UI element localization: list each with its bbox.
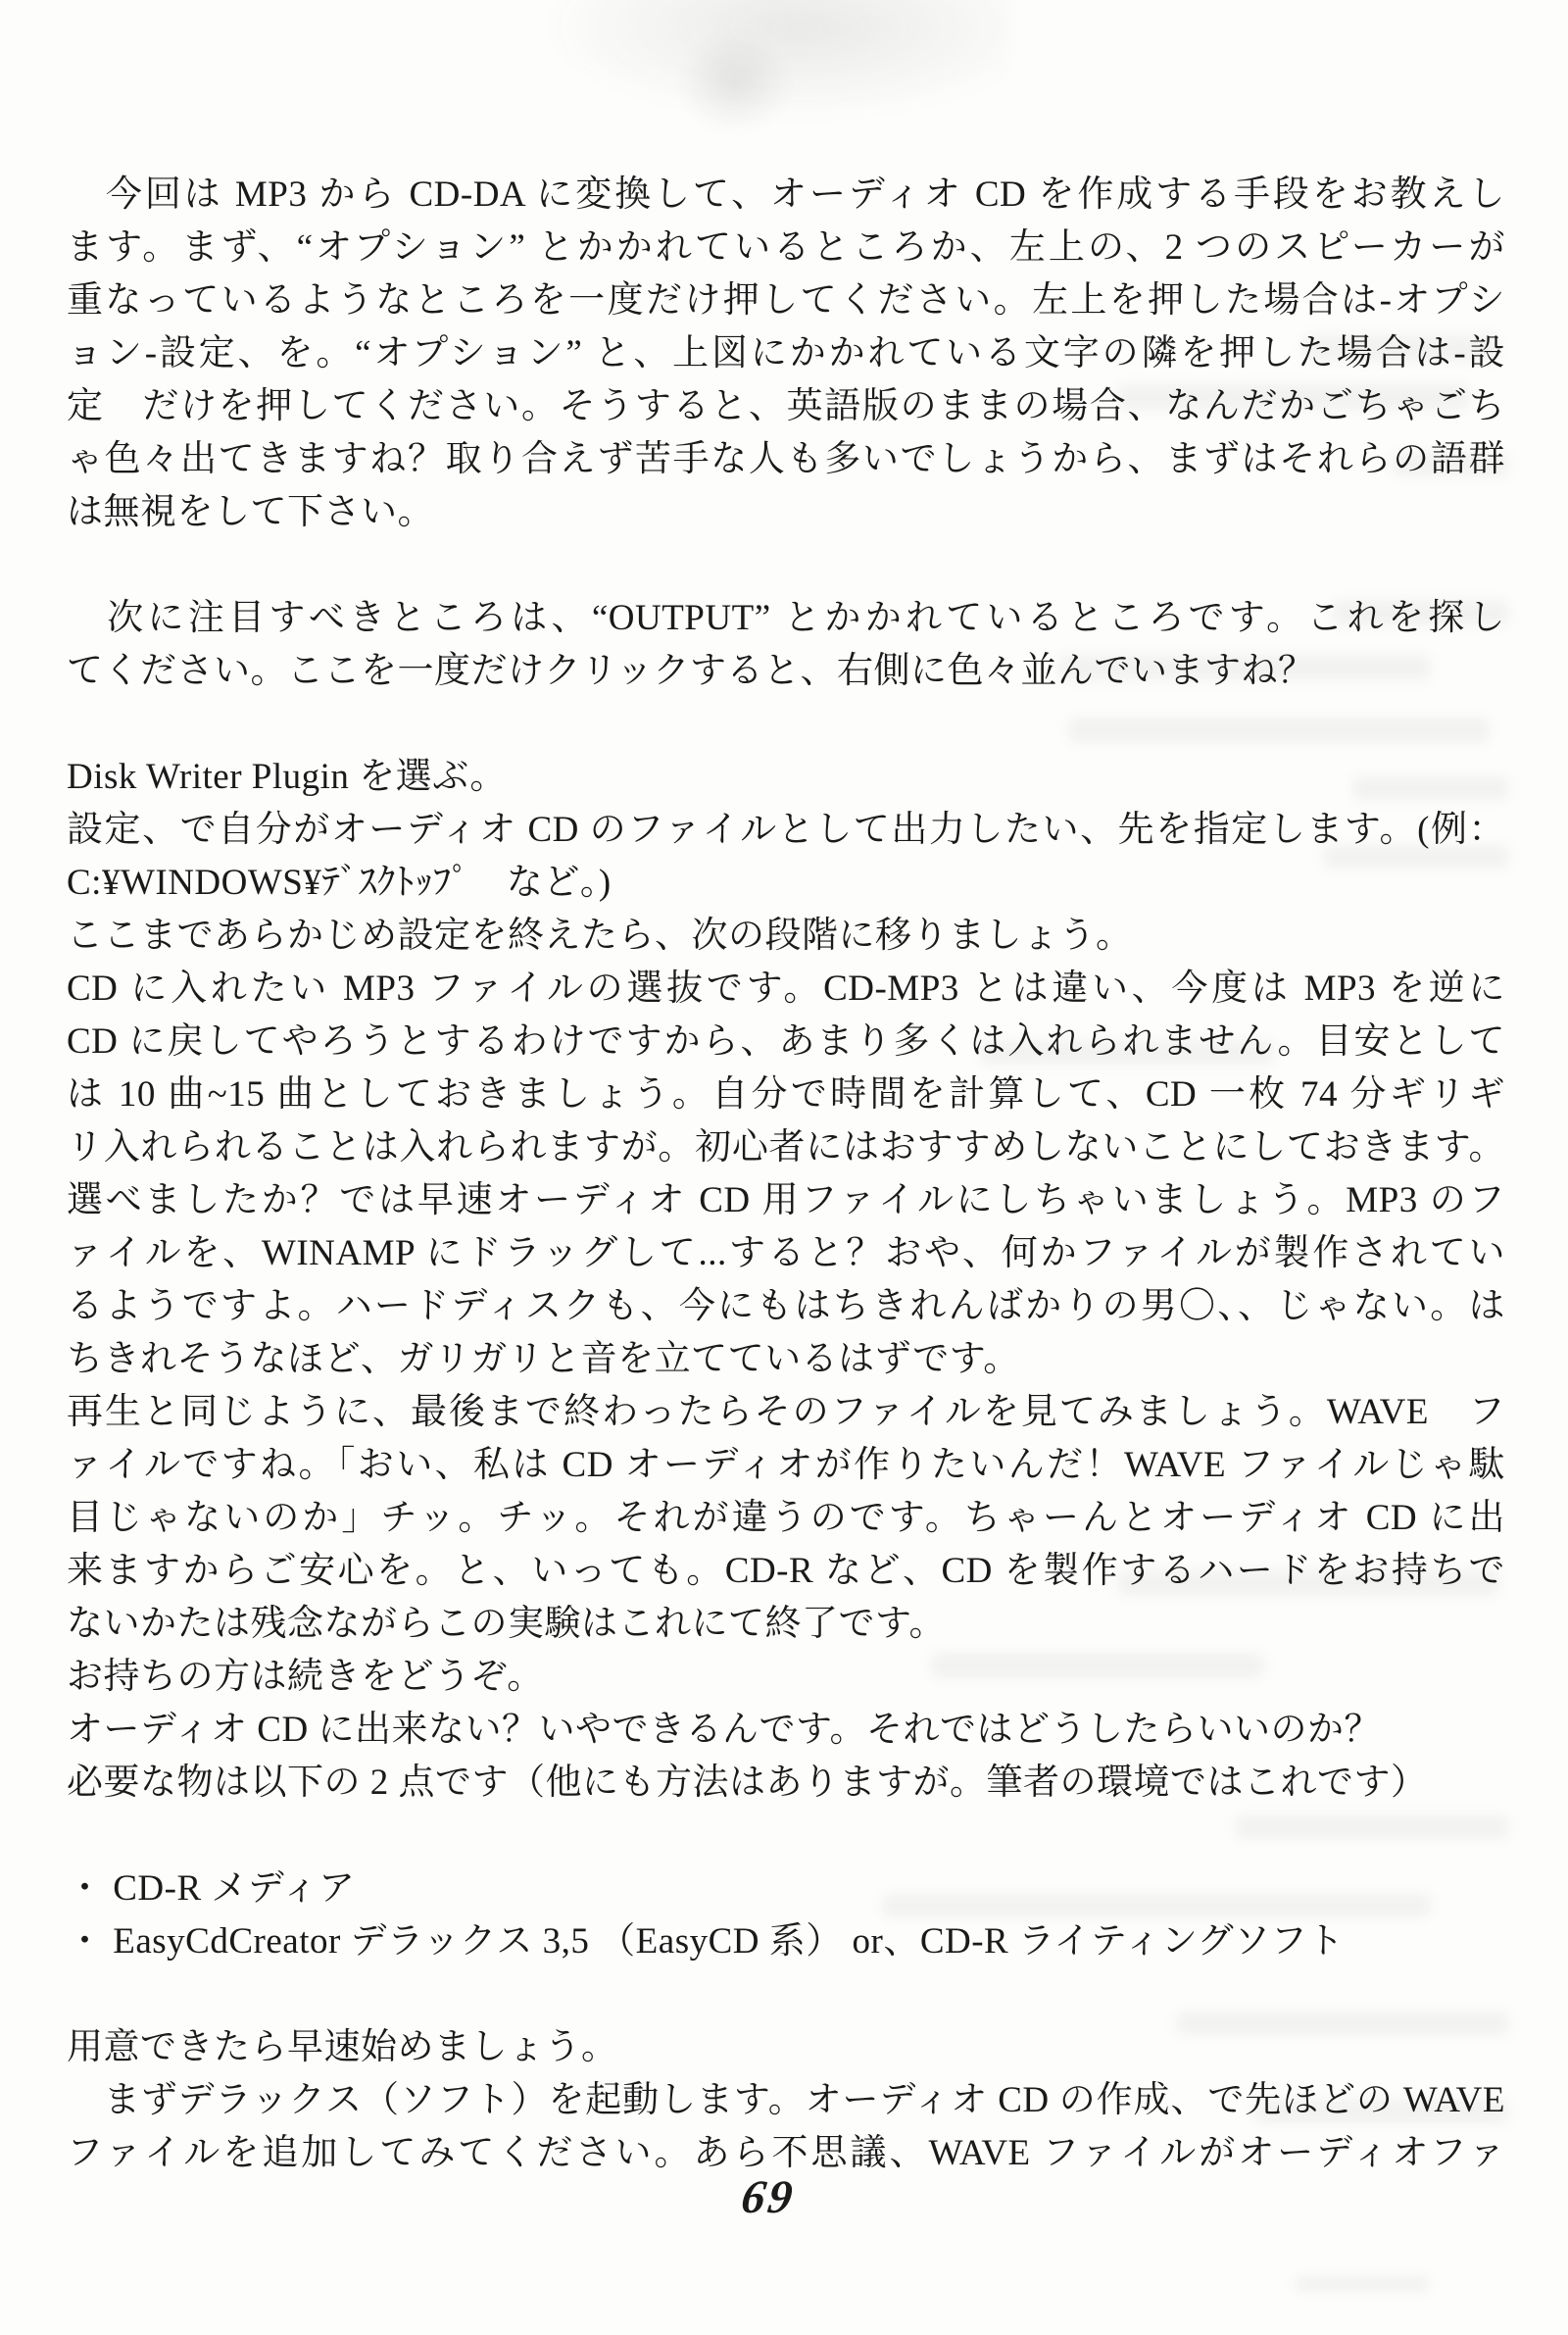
- text-line: ます。まず、“オプション” とかかれているところか、左上の、2 つのスピーカーが: [67, 227, 1505, 268]
- text-line: リ入れられることは入れられますが。初心者にはおすすめしないことにしておきます。: [67, 1127, 1505, 1168]
- text-line: ファイルを追加してみてください。あら不思議、WAVE ファイルがオーディオファ: [67, 2133, 1505, 2173]
- text-line: CD に入れたい MP3 ファイルの選抜です。CD-MP3 とは違い、今度は MP3 を逆に: [67, 969, 1505, 1009]
- text-line: 目じゃないのか」チッ。チッ。それが違うのです。ちゃーんとオーディオ CD に出: [67, 1498, 1505, 1538]
- text-line: CD に戻してやろうとするわけですから、あまり多くは入れられません。目安として: [67, 1021, 1505, 1062]
- text-line: 設定、で自分がオーディオ CD のファイルとして出力したい、先を指定します。(例：: [67, 810, 1505, 850]
- text-line: ここまであらかじめ設定を終えたら、次の段階に移りましょう。: [67, 916, 1133, 956]
- text-line: 定 だけを押してください。そうすると、英語版のままの場合、なんだかごちゃごち: [67, 386, 1505, 426]
- text-line: 次に注目すべきところは、“OUTPUT” とかかれているところです。これを探し: [67, 598, 1505, 638]
- text-line: 用意できたら早速始めましょう。: [67, 2027, 618, 2067]
- document-body: [67, 169, 1505, 2180]
- text-line: 再生と同じように、最後まで終わったらそのファイルを見てみましょう。WAVE フ: [67, 1392, 1505, 1432]
- text-line: 今回は MP3 から CD-DA に変換して、オーディオ CD を作成する手段をお教えし: [67, 174, 1505, 215]
- text-line: 選べましたか？では早速オーディオ CD 用ファイルにしちゃいましょう。MP3 のフ: [67, 1180, 1505, 1220]
- blank-line: [67, 1968, 1505, 2021]
- blank-line: [67, 1810, 1505, 1863]
- text-line: てください。ここを一度だけクリックすると、右側に色々並んでいますね？: [67, 651, 1315, 691]
- text-line: 来ますからご安心を。と、いっても。CD-R など、CD を製作するハードをお持ちで: [67, 1551, 1505, 1591]
- text-line: まずデラックス（ソフト）を起動します。オーディオ CD の作成、で先ほどの WAVE: [67, 2080, 1505, 2120]
- blank-line: [67, 539, 1505, 592]
- text-line: Disk Writer Plugin を選ぶ。: [67, 757, 507, 797]
- text-line: ないかたは残念ながらこの実験はこれにて終了です。: [67, 1604, 947, 1644]
- text-line: ・ EasyCdCreator デラックス 3,5 （EasyCD 系） or、CD-R ライティングソフト: [67, 1921, 1345, 1962]
- text-line: ちきれそうなほど、ガリガリと音を立てているはずです。: [67, 1339, 1020, 1379]
- bleedthrough-artifact: [1294, 2276, 1431, 2292]
- text-line: ァイルを、WINAMP にドラッグして...すると？おや、何かファイルが製作されてい: [67, 1233, 1505, 1273]
- text-line: ョン-設定、を。“オプション” と、上図にかかれている文字の隣を押した場合は-設: [67, 333, 1505, 373]
- scan-artifact: [676, 29, 794, 137]
- text-line: ゃ色々出てきますね？取り合えず苦手な人も多いでしょうから、まずはそれらの語群: [67, 439, 1505, 479]
- text-line: C:¥WINDOWS¥ﾃﾞｽｸﾄｯﾌﾟ など。): [67, 863, 612, 903]
- text-line: オーディオ CD に出来ない？いやできるんです。それではどうしたらいいのか？: [67, 1710, 1381, 1750]
- text-line: ァイルですね。「おい、私は CD オーディオが作りたいんだ！WAVE ファイルじゃ駄: [67, 1445, 1505, 1485]
- page-number: 69: [738, 2171, 799, 2223]
- text-line: るようですよ。ハードディスクも、今にもはちきれんばかりの男〇、、じゃない。は: [67, 1286, 1505, 1326]
- text-line: ・ CD-R メディア: [67, 1868, 356, 1909]
- text-line: お持ちの方は続きをどうぞ。: [67, 1657, 544, 1697]
- text-line: は無視をして下さい。: [67, 492, 434, 532]
- text-line: 必要な物は以下の 2 点です（他にも方法はありますが。筆者の環境ではこれです）: [67, 1763, 1428, 1803]
- text-line: 重なっているようなところを一度だけ押してください。左上を押した場合は-オプシ: [67, 280, 1505, 321]
- blank-line: [67, 698, 1505, 751]
- text-line: は 10 曲~15 曲としておきましょう。自分で時間を計算して、CD 一枚 74 分ギリギ: [67, 1074, 1505, 1115]
